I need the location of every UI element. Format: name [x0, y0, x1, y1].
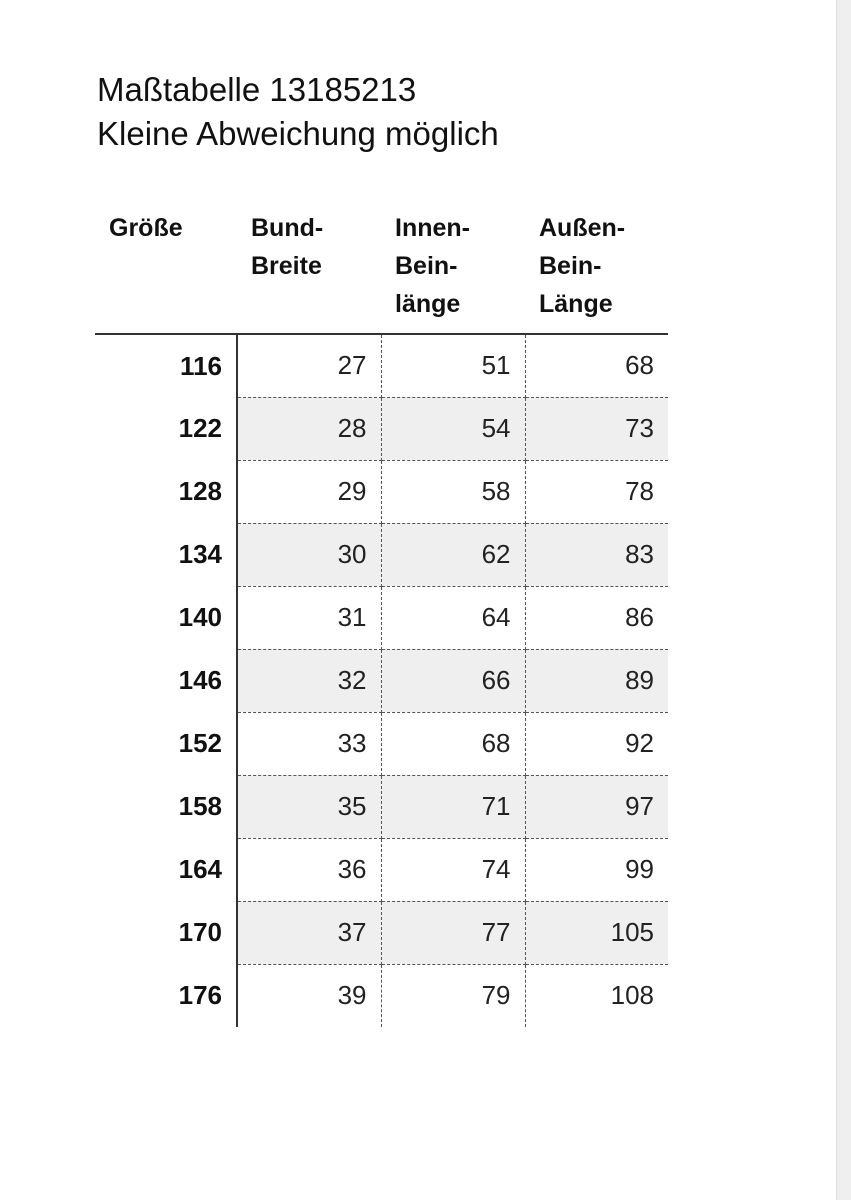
size-cell: 122: [95, 397, 237, 460]
waist-width-cell: 31: [237, 586, 381, 649]
header-outseam-length: [525, 205, 668, 334]
header-line: Innen-: [395, 214, 470, 242]
size-table: [95, 205, 668, 1027]
header-line: Bein-: [539, 252, 602, 280]
waist-width-cell: 39: [237, 964, 381, 1027]
header-inseam-length: [381, 205, 525, 334]
table-row: [95, 838, 668, 901]
size-cell: 116: [95, 334, 237, 397]
waist-width-cell: 36: [237, 838, 381, 901]
table-row: [95, 586, 668, 649]
table-row: [95, 649, 668, 712]
table-row: [95, 901, 668, 964]
inseam-cell: 79: [381, 964, 525, 1027]
table-row: [95, 964, 668, 1027]
size-cell: 164: [95, 838, 237, 901]
outseam-cell: 83: [525, 523, 668, 586]
header-line: Größe: [109, 214, 183, 242]
outseam-cell: 86: [525, 586, 668, 649]
header-line: Bein-: [395, 252, 458, 280]
title-block: [97, 68, 499, 156]
outseam-cell: 108: [610, 980, 654, 1011]
inseam-cell: 68: [381, 712, 525, 775]
size-cell: 134: [95, 523, 237, 586]
inseam-cell: 71: [381, 775, 525, 838]
outseam-cell: 99: [525, 838, 668, 901]
inseam-cell: 58: [381, 460, 525, 523]
header-line: Breite: [251, 252, 322, 280]
header-line: Länge: [539, 290, 613, 318]
waist-width-cell: 33: [237, 712, 381, 775]
waist-width-cell: 32: [237, 649, 381, 712]
inseam-cell: 51: [381, 334, 525, 397]
waist-width-cell: 29: [237, 460, 381, 523]
header-line: länge: [395, 290, 461, 318]
size-cell: 146: [95, 649, 237, 712]
inseam-cell: 74: [381, 838, 525, 901]
outseam-cell: 97: [525, 775, 668, 838]
table-row: [95, 460, 668, 523]
inseam-cell: 54: [381, 397, 525, 460]
outseam-cell: 105: [525, 901, 668, 964]
scrollbar-track[interactable]: [836, 0, 851, 1200]
table-row: [95, 397, 668, 460]
table-row: [95, 523, 668, 586]
outseam-cell: 89: [525, 649, 668, 712]
size-cell: 140: [95, 586, 237, 649]
size-cell: 170: [95, 901, 237, 964]
table-row: [95, 712, 668, 775]
waist-width-cell: 30: [237, 523, 381, 586]
outseam-cell: 92: [525, 712, 668, 775]
header-waist-width: [237, 205, 381, 334]
inseam-cell: 66: [381, 649, 525, 712]
table-row: [95, 334, 668, 397]
waist-width-cell: 28: [237, 397, 381, 460]
page-title: Maßtabelle 13185213: [97, 71, 417, 108]
size-cell: 158: [95, 775, 237, 838]
outseam-cell: 68: [525, 334, 668, 397]
outseam-cell: 73: [525, 397, 668, 460]
header-size: [95, 205, 237, 334]
page-subtitle: Kleine Abweichung möglich: [97, 115, 499, 152]
header-line: Bund-: [251, 214, 324, 242]
inseam-cell: 64: [381, 586, 525, 649]
table-header-row: [95, 205, 668, 334]
outseam-cell: 78: [525, 460, 668, 523]
inseam-cell: 62: [381, 523, 525, 586]
size-cell: 128: [95, 460, 237, 523]
size-cell: 176: [95, 964, 237, 1027]
table-row: [95, 775, 668, 838]
waist-width-cell: 37: [237, 901, 381, 964]
inseam-cell: 77: [381, 901, 525, 964]
size-cell: 152: [95, 712, 237, 775]
header-line: Außen-: [539, 214, 626, 242]
waist-width-cell: 27: [237, 334, 381, 397]
waist-width-cell: 35: [237, 775, 381, 838]
